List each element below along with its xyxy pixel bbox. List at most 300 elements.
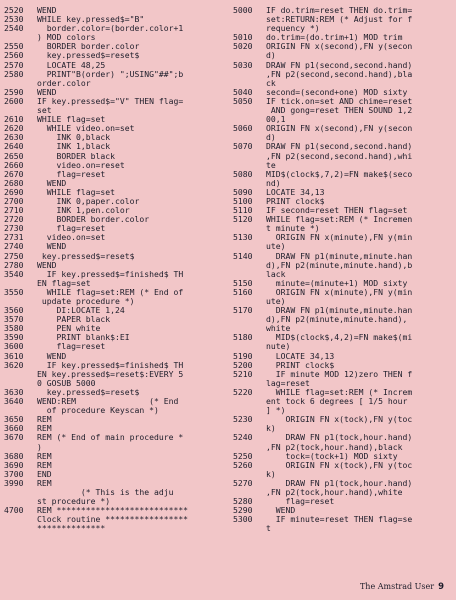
code-line xyxy=(233,506,453,515)
code-text: 0 GOSUB 5000 xyxy=(37,378,96,388)
line-number: 2560 xyxy=(4,50,24,61)
code-line xyxy=(233,315,453,324)
code-text: ORIGIN FN x(second),FN y(secon xyxy=(266,42,413,52)
code-line xyxy=(233,324,453,333)
code-line xyxy=(233,352,453,361)
code-text: 00,1 xyxy=(266,115,286,125)
code-text: IF do.trim=reset THEN do.trim= xyxy=(266,6,413,15)
code-line xyxy=(233,88,453,97)
line-number: 2680 xyxy=(4,177,24,188)
code-line xyxy=(4,24,226,33)
code-text: DI:LOCATE 1,24 xyxy=(37,306,125,316)
code-text: video.on=reset xyxy=(37,160,125,170)
code-line xyxy=(233,152,453,161)
code-line xyxy=(233,415,453,424)
code-line xyxy=(4,233,226,242)
line-number: 3690 xyxy=(4,459,24,470)
code-line xyxy=(4,242,226,251)
code-text: WHILE key.pressed$="B" xyxy=(37,15,145,25)
code-text: st procedure *) xyxy=(37,497,111,507)
code-text: IF minute=reset THEN flag=se xyxy=(266,515,413,525)
line-number: 2620 xyxy=(4,123,24,134)
code-text: video.on=set xyxy=(37,233,106,243)
code-line xyxy=(4,397,226,406)
code-text: t xyxy=(266,524,271,534)
code-text: PRINT clock$ xyxy=(266,196,325,206)
code-text: PEN white xyxy=(37,324,101,334)
line-number xyxy=(233,70,266,79)
code-text: WHILE flag=set:REM (* Incremen xyxy=(266,215,413,225)
code-line xyxy=(4,106,226,115)
code-text: IF key.pressed$=finished$ TH xyxy=(37,360,184,370)
code-line xyxy=(4,142,226,151)
line-number: 5040 xyxy=(233,86,253,97)
code-line xyxy=(233,452,453,461)
code-text: nd) xyxy=(266,178,281,188)
code-line xyxy=(233,497,453,506)
code-text: DRAW FN p1(minute,minute.han xyxy=(266,306,413,316)
line-number: 5010 xyxy=(233,32,253,43)
code-text: ORIGIN FN x(tock),FN y(toc xyxy=(266,460,413,470)
line-number: 3670 xyxy=(4,432,24,443)
code-text: IF tick.on=set AND chime=reset xyxy=(266,96,413,106)
code-text: WEND:REM (* End xyxy=(37,397,179,407)
code-line xyxy=(233,388,453,397)
line-number: 5160 xyxy=(233,286,253,297)
code-text: ************** xyxy=(37,524,106,534)
code-text: t minute *) xyxy=(266,224,320,234)
code-line xyxy=(4,42,226,51)
line-number: 5110 xyxy=(233,205,253,216)
code-line xyxy=(233,270,453,279)
code-text: ORIGIN FN x(minute),FN y(min xyxy=(266,233,413,243)
line-number: 2590 xyxy=(4,86,24,97)
code-text: ent tock 6 degrees [ 1/5 hour xyxy=(266,397,408,407)
line-number: 5050 xyxy=(233,95,253,106)
code-line xyxy=(4,470,226,479)
code-line xyxy=(4,79,226,88)
line-number: 2670 xyxy=(4,168,24,179)
line-number: 5200 xyxy=(233,359,253,370)
code-line xyxy=(233,115,453,124)
code-line xyxy=(4,515,226,524)
line-number xyxy=(233,261,266,270)
line-number: 3620 xyxy=(4,359,24,370)
line-number: 5300 xyxy=(233,514,253,525)
code-line xyxy=(4,352,226,361)
code-text: LOCATE 34,13 xyxy=(266,351,335,361)
code-line xyxy=(4,270,226,279)
line-number: 3990 xyxy=(4,477,24,488)
code-line xyxy=(233,161,453,170)
line-number: 2750 xyxy=(4,250,24,261)
code-text: Clock routine ***************** xyxy=(37,515,189,525)
line-number xyxy=(233,397,266,406)
code-text: REM xyxy=(37,460,52,470)
code-text: EN flag=set xyxy=(37,278,91,288)
code-text: second=(second+one) MOD sixty xyxy=(266,87,408,97)
code-line xyxy=(4,288,226,297)
code-line xyxy=(4,188,226,197)
line-number: 5220 xyxy=(233,386,253,397)
line-number: 5120 xyxy=(233,214,253,225)
code-line xyxy=(4,124,226,133)
line-number: 3660 xyxy=(4,423,24,434)
code-text: MID$(clock$,4,2)=FN make$(mi xyxy=(266,333,413,343)
code-line xyxy=(233,252,453,261)
code-text: BORDER border.color xyxy=(37,215,150,225)
code-line xyxy=(233,142,453,151)
code-line xyxy=(4,524,226,533)
code-line xyxy=(233,124,453,133)
line-number xyxy=(233,524,266,533)
code-line xyxy=(233,342,453,351)
code-line xyxy=(233,33,453,42)
code-line xyxy=(4,51,226,60)
code-line xyxy=(4,497,226,506)
code-line xyxy=(233,6,453,15)
code-line xyxy=(4,452,226,461)
line-number: 3650 xyxy=(4,414,24,425)
line-number: 2660 xyxy=(4,159,24,170)
line-number: 2520 xyxy=(4,5,24,15)
code-line xyxy=(4,506,226,515)
code-line xyxy=(233,306,453,315)
code-text: d),FN p2(minute,minute.hand), xyxy=(266,315,408,325)
code-line xyxy=(233,397,453,406)
code-line xyxy=(233,288,453,297)
line-number: 5030 xyxy=(233,59,253,70)
line-number: 5260 xyxy=(233,459,253,470)
code-text: BORDER black xyxy=(37,151,115,161)
line-number: 3700 xyxy=(4,468,24,479)
code-text: update procedure *) xyxy=(37,297,135,306)
code-text: (* This is the adju xyxy=(37,487,174,497)
line-number: 5000 xyxy=(233,5,253,15)
code-text: REM xyxy=(37,415,52,425)
line-number: 2550 xyxy=(4,41,24,52)
line-number: 5180 xyxy=(233,332,253,343)
code-text: REM (* End of main procedure * xyxy=(37,433,184,443)
code-line xyxy=(4,424,226,433)
line-number: 5210 xyxy=(233,368,253,379)
code-line xyxy=(233,297,453,306)
code-line xyxy=(4,170,226,179)
code-line xyxy=(4,161,226,170)
code-line xyxy=(233,361,453,370)
code-text: EN key.pressed$=reset$:EVERY 5 xyxy=(37,369,184,379)
line-number: 5060 xyxy=(233,123,253,134)
code-line xyxy=(233,215,453,224)
line-number: 3570 xyxy=(4,314,24,325)
code-text: INK 1,black xyxy=(37,142,111,152)
code-line xyxy=(4,70,226,79)
line-number: 3640 xyxy=(4,396,24,407)
line-number xyxy=(233,152,266,161)
code-line xyxy=(4,433,226,442)
line-number: 3590 xyxy=(4,332,24,343)
code-line xyxy=(233,197,453,206)
code-text: WEND xyxy=(37,6,57,15)
code-text: DRAW FN p1(minute,minute.han xyxy=(266,251,413,261)
code-text: REM xyxy=(37,451,52,461)
code-line xyxy=(4,488,226,497)
line-number: 2530 xyxy=(4,14,24,25)
code-line xyxy=(4,224,226,233)
code-text: ORIGIN FN x(tock),FN y(toc xyxy=(266,415,413,425)
code-text: PRINT clock$ xyxy=(266,360,335,370)
code-line xyxy=(4,342,226,351)
code-line xyxy=(4,370,226,379)
listing-column-left xyxy=(4,6,226,533)
code-text: minute=(minute+1) MOD sixty xyxy=(266,278,408,288)
code-text: ute) xyxy=(266,242,286,252)
code-line xyxy=(233,106,453,115)
code-text: of procedure Keyscan *) xyxy=(37,406,159,416)
line-number: 5070 xyxy=(233,141,253,152)
line-number: 2740 xyxy=(4,241,24,252)
code-text: REM xyxy=(37,424,52,434)
code-text: flag=reset xyxy=(266,497,335,507)
code-text: INK 0,black xyxy=(37,133,111,143)
line-number: 4700 xyxy=(4,505,24,516)
code-text: flag=reset xyxy=(37,342,106,352)
line-number xyxy=(233,315,266,324)
line-number: 3600 xyxy=(4,341,24,352)
code-line xyxy=(233,24,453,33)
code-text: requency *) xyxy=(266,24,320,34)
code-line xyxy=(4,261,226,270)
code-line xyxy=(233,279,453,288)
line-number: 5150 xyxy=(233,277,253,288)
code-text: IF key.pressed$="V" THEN flag= xyxy=(37,96,184,106)
code-text: END xyxy=(37,469,52,479)
code-text: ) xyxy=(37,442,42,452)
line-number: 2640 xyxy=(4,141,24,152)
line-number: 5130 xyxy=(233,232,253,243)
code-text: lag=reset xyxy=(266,378,310,388)
line-number: 2570 xyxy=(4,59,24,70)
code-text: IF second=reset THEN flag=set xyxy=(266,206,408,216)
line-number: 2630 xyxy=(4,132,24,143)
line-number: 5080 xyxy=(233,168,253,179)
code-text: PAPER black xyxy=(37,315,111,325)
code-line xyxy=(4,6,226,15)
code-line xyxy=(233,61,453,70)
code-line xyxy=(4,443,226,452)
code-text: WHILE flag=set xyxy=(37,187,115,197)
code-line xyxy=(4,61,226,70)
code-line xyxy=(233,42,453,51)
line-number: 5290 xyxy=(233,505,253,516)
code-line xyxy=(233,488,453,497)
code-text: LOCATE 34,13 xyxy=(266,187,325,197)
code-line xyxy=(4,333,226,342)
code-line xyxy=(233,242,453,251)
code-text: WEND xyxy=(37,178,67,188)
code-line xyxy=(233,479,453,488)
code-line xyxy=(233,79,453,88)
code-line xyxy=(233,406,453,415)
code-text: ,FN p2(tock,hour.hand),white xyxy=(266,487,403,497)
code-text: tock=(tock+1) MOD sixty xyxy=(266,451,398,461)
code-text: ,FN p2(second,second.hand),bla xyxy=(266,69,413,79)
code-line xyxy=(4,279,226,288)
code-line xyxy=(4,252,226,261)
code-text: PRINT blank$:EI xyxy=(37,333,130,343)
code-line xyxy=(4,415,226,424)
code-text: k) xyxy=(266,424,276,434)
code-text: flag=reset xyxy=(37,169,106,179)
code-line xyxy=(233,51,453,60)
code-text: ,FN p2(tock,hour.hand),black xyxy=(266,442,403,452)
line-number: 5190 xyxy=(233,350,253,361)
code-line xyxy=(233,370,453,379)
line-number: 2650 xyxy=(4,150,24,161)
line-number xyxy=(4,515,37,524)
page-number: 9 xyxy=(438,582,444,592)
code-text: d),FN p2(minute,minute.hand),b xyxy=(266,260,413,270)
code-line xyxy=(233,15,453,24)
code-line xyxy=(4,206,226,215)
line-number: 2580 xyxy=(4,68,24,79)
code-line xyxy=(4,324,226,333)
code-line xyxy=(4,406,226,415)
line-number: 5250 xyxy=(233,450,253,461)
line-number: 5170 xyxy=(233,305,253,316)
code-line xyxy=(4,306,226,315)
line-number: 2610 xyxy=(4,114,24,125)
line-number: 5090 xyxy=(233,186,253,197)
code-text: ORIGIN FN x(minute),FN y(min xyxy=(266,287,413,297)
code-text: flag=reset xyxy=(37,224,106,234)
line-number: 2600 xyxy=(4,95,24,106)
code-text: do.trim=(do.trim+1) MOD trim xyxy=(266,33,403,43)
line-number: 2731 xyxy=(4,232,24,243)
page-footer xyxy=(360,582,444,592)
line-number: 5230 xyxy=(233,414,253,425)
code-line xyxy=(4,379,226,388)
code-text: ORIGIN FN x(second),FN y(secon xyxy=(266,124,413,134)
code-line xyxy=(4,361,226,370)
listing-column-right xyxy=(233,6,453,533)
code-text: order.color xyxy=(37,78,91,88)
line-number: 5100 xyxy=(233,195,253,206)
code-text: d) xyxy=(266,51,276,61)
code-line xyxy=(233,206,453,215)
code-text: WHILE flag=set:REM (* Increm xyxy=(266,387,413,397)
code-line xyxy=(4,179,226,188)
code-line xyxy=(233,261,453,270)
code-text: INK 1,pen.color xyxy=(37,206,130,216)
line-number xyxy=(4,524,37,533)
code-line xyxy=(233,379,453,388)
code-text: WEND xyxy=(37,351,67,361)
code-line xyxy=(233,424,453,433)
line-number: 2720 xyxy=(4,214,24,225)
line-number: 3560 xyxy=(4,305,24,316)
code-text: REM *************************** xyxy=(37,506,189,516)
code-line xyxy=(233,333,453,342)
code-line xyxy=(4,297,226,306)
line-number: 5020 xyxy=(233,41,253,52)
code-line xyxy=(233,170,453,179)
line-number: 3580 xyxy=(4,323,24,334)
code-line xyxy=(233,443,453,452)
code-line xyxy=(4,88,226,97)
code-line xyxy=(4,133,226,142)
line-number: 5240 xyxy=(233,432,253,443)
line-number: 3550 xyxy=(4,286,24,297)
code-text: k) xyxy=(266,469,276,479)
code-line xyxy=(4,15,226,24)
code-line xyxy=(233,433,453,442)
code-text: ute) xyxy=(266,297,286,306)
code-line xyxy=(4,197,226,206)
code-line xyxy=(233,70,453,79)
code-line xyxy=(233,179,453,188)
code-text: IF key.pressed$=finished$ TH xyxy=(37,269,184,279)
code-text: IF minute MOD 12)zero THEN f xyxy=(266,369,413,379)
code-text: key.pressed$=reset$ xyxy=(37,51,140,61)
code-text: DRAW FN p1(second,second.hand) xyxy=(266,60,413,70)
code-text: MID$(clock$,7,2)=FN make$(seco xyxy=(266,169,413,179)
line-number: 5280 xyxy=(233,496,253,507)
code-text: te xyxy=(266,160,276,170)
line-number: 2700 xyxy=(4,195,24,206)
code-text: key.pressed$=reset$ xyxy=(37,387,140,397)
code-line xyxy=(233,461,453,470)
code-line xyxy=(4,215,226,224)
code-text: DRAW FN p1(second,second.hand) xyxy=(266,142,413,152)
code-text: LOCATE 48,25 xyxy=(37,60,106,70)
code-line xyxy=(4,115,226,124)
code-text: DRAW FN p1(tock,hour.hand) xyxy=(266,433,413,443)
code-text: WEND xyxy=(37,87,57,97)
code-text: nute) xyxy=(266,342,291,352)
code-text: BORDER border.color xyxy=(37,42,140,52)
code-text: lack xyxy=(266,269,286,279)
code-text: ,FN p2(second,second.hand),whi xyxy=(266,151,413,161)
code-line xyxy=(233,224,453,233)
code-text: WHILE flag=set:REM (* End of xyxy=(37,287,184,297)
code-text: REM xyxy=(37,478,52,488)
code-line xyxy=(233,97,453,106)
code-text: WHILE flag=set xyxy=(37,115,106,125)
line-number: 3630 xyxy=(4,386,24,397)
code-line xyxy=(233,524,453,533)
code-line xyxy=(233,470,453,479)
code-text: WEND xyxy=(37,242,67,252)
line-number xyxy=(233,106,266,115)
code-text: white xyxy=(266,324,291,334)
code-text: set:RETURN:REM (* Adjust for f xyxy=(266,15,413,25)
line-number: 2780 xyxy=(4,259,24,270)
line-number: 5140 xyxy=(233,250,253,261)
code-line xyxy=(4,461,226,470)
line-number: 3610 xyxy=(4,350,24,361)
code-line xyxy=(233,515,453,524)
code-line xyxy=(4,479,226,488)
code-line xyxy=(4,388,226,397)
code-text: key.pressed$=reset$ xyxy=(37,251,135,261)
line-number: 3680 xyxy=(4,450,24,461)
code-text: PRINT"B(order) ";USING"##";b xyxy=(37,69,184,79)
code-line xyxy=(4,152,226,161)
line-number: 2730 xyxy=(4,223,24,234)
code-text: d) xyxy=(266,133,276,143)
code-text: DRAW FN p1(tock,hour.hand) xyxy=(266,478,413,488)
